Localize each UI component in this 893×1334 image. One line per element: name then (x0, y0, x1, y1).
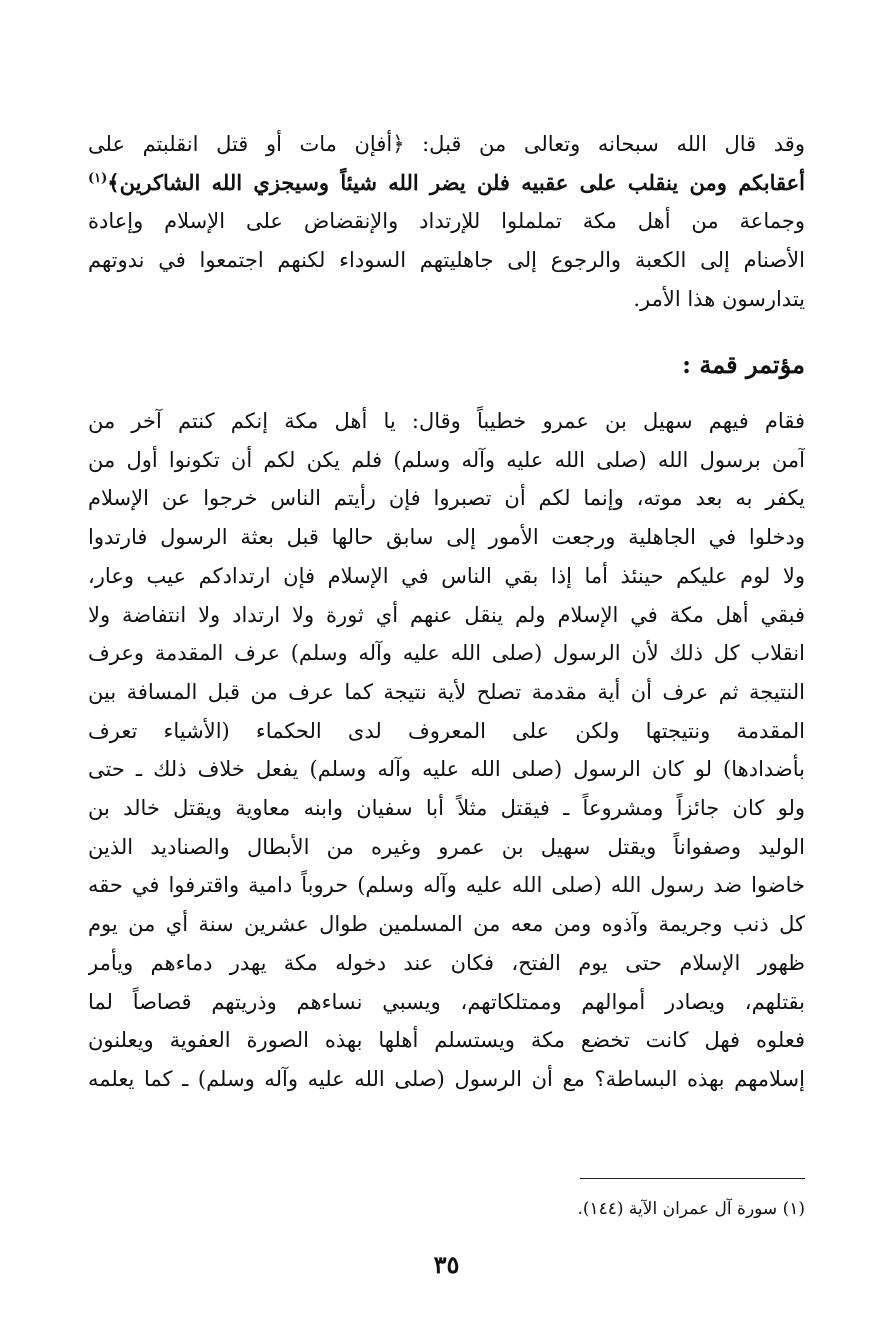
body-line: الوليد وصفواناً ويقتل سهيل بن عمرو وغيره من الأبطال والصناديد الذين (88, 834, 805, 859)
body-line: فبقي أهل مكة في الإسلام ولم ينقل عنهم أي ثورة ولا ارتداد ولا انتفاضة ولا (88, 602, 805, 627)
footnote-marker[interactable]: (١) (88, 170, 108, 186)
body-line: بقتلهم، ويصادر أموالهم وممتلكاتهم، ويسبي نساءهم وذريتهم قصاصاً لما (88, 989, 805, 1014)
body-line: آمن برسول الله (صلى الله عليه وآله وسلم) فلم يكن لكم أن تكونوا أول من (88, 447, 805, 472)
body-line: فقام فيهم سهيل بن عمرو خطيباً وقال: يا أهل مكة إنكم كنتم آخر من (88, 409, 805, 433)
intro-line-2 (88, 164, 805, 203)
body-line: النتيجة ثم عرف أن أية مقدمة تصلح لأية نتيجة كما عرف من قبل المسافة بين (88, 679, 805, 704)
body-line: ولا لوم عليكم حينئذ أما إذا بقي الناس في الإسلام فإن ارتدادكم عيب وعار، (88, 563, 805, 588)
body-line: ظهور الإسلام حتى يوم الفتح، فكان عند دخوله مكة يهدر دماءهم ويأمر (88, 950, 805, 975)
intro-line-4: الأصنام إلى الكعبة والرجوع إلى جاهليتهم السوداء لكنهم اجتمعوا في ندوتهم (88, 248, 805, 273)
body-paragraph (88, 402, 805, 1099)
section-heading: مؤتمر قمة : (682, 350, 805, 379)
body-line: إسلامهم بهذه البساطة؟ مع أن الرسول (صلى الله عليه وآله وسلم) ـ كما يعلمه (88, 1066, 805, 1091)
intro-paragraph (88, 125, 805, 319)
body-line: انقلاب كل ذلك لأن الرسول (صلى الله عليه وآله وسلم) عرف المقدمة وعرف (88, 641, 805, 666)
body-line: ودخلوا في الجاهلية ورجعت الأمور إلى سابق حالها قبل بعثة الرسول فارتدوا (88, 525, 805, 550)
body-line: خاضوا ضد رسول الله (صلى الله عليه وآله وسلم) حروباً دامية واقترفوا في حقه (88, 873, 805, 898)
body-line: ولو كان جائزاً ومشروعاً ـ فيقتل مثلاً أبا سفيان وابنه معاوية ويقتل خالد بن (88, 796, 805, 821)
body-line: كل ذنب وجريمة وآذوه ومن معه من المسلمين طوال عشرين سنة أي من يوم (88, 912, 805, 937)
body-line: فعلوه فهل كانت تخضع مكة ويستسلم أهلها بهذه الصورة العفوية ويعلنون (88, 1028, 805, 1053)
body-line: يكفر به بعد موته، وإنما لكم أن تصبروا فإن رأيتم الناس خرجوا عن الإسلام (88, 486, 805, 511)
intro-line-3: وجماعة من أهل مكة تململوا للإرتداد والإنقضاض على الإسلام وإعادة (88, 209, 805, 234)
page-number: ٣٥ (433, 1250, 460, 1279)
body-line: المقدمة ونتيجتها ولكن على المعروف لدى الحكماء (الأشياء تعرف (88, 718, 805, 743)
intro-line-1: وقد قال الله سبحانه وتعالى من قبل: ﴿أفإن مات أو قتل انقلبتم على (88, 132, 805, 156)
body-line: بأضدادها) لو كان الرسول (صلى الله عليه وآله وسلم) يفعل خلاف ذلك ـ حتى (88, 757, 805, 782)
quran-verse-tail: أعقابكم ومن ينقلب على عقبيه فلن يضر الله شيئاً وسيجزي الله الشاكرين﴾ (107, 169, 805, 195)
footnote: (١) سورة آل عمران الآية (١٤٤). (577, 1199, 805, 1219)
intro-line-5: يتدارسون هذا الأمر. (633, 286, 805, 311)
footnote-divider (580, 1178, 805, 1179)
